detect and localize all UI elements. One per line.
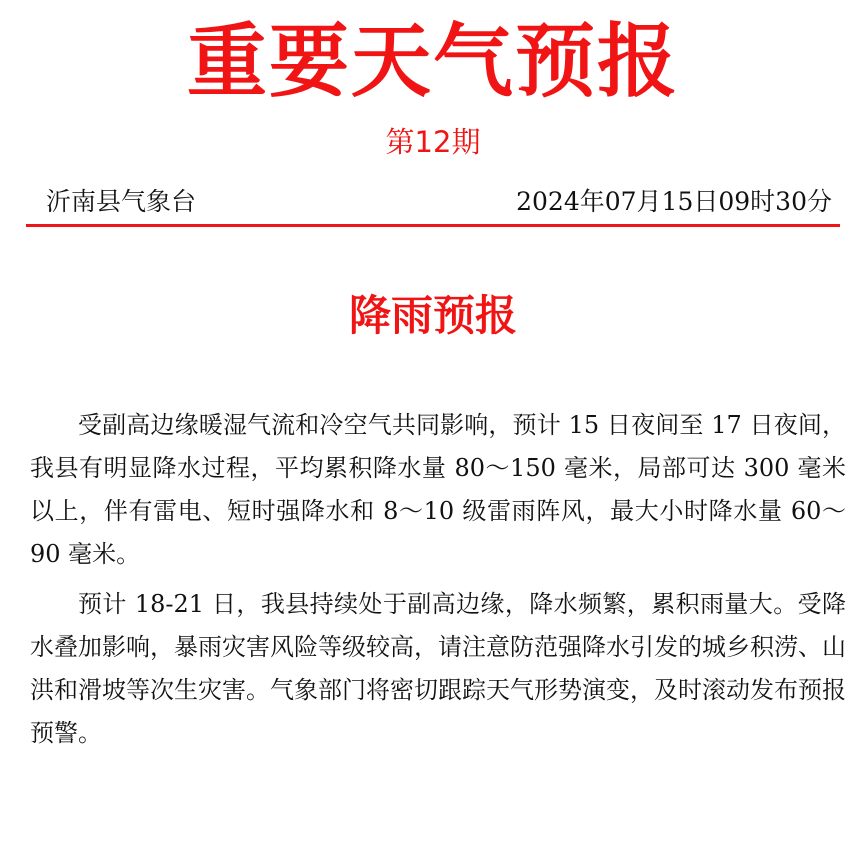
issue-number: 第12期 bbox=[385, 125, 481, 159]
issuing-office: 沂南县气象台 bbox=[46, 187, 197, 216]
header-divider bbox=[26, 224, 840, 227]
issue-datetime: 2024年07月15日09时30分 bbox=[516, 187, 832, 216]
bulletin-title: 重要天气预报 bbox=[187, 15, 679, 108]
forecast-body bbox=[30, 404, 846, 762]
forecast-paragraph-2: 预计 18-21 日，我县持续处于副高边缘，降水频繁，累积雨量大。受降水叠加影响，暴雨灾害风险等级较高，请注意防范强降水引发的城乡积涝、山洪和滑坡等次生灾害。气象部门将密切跟踪天气形势演变，及时滚动发布预报预警。 bbox=[30, 590, 846, 747]
forecast-heading: 降雨预报 bbox=[348, 291, 517, 340]
bulletin-meta bbox=[26, 182, 840, 222]
forecast-paragraph-1: 受副高边缘暖湿气流和冷空气共同影响，预计 15 日夜间至 17 日夜间，我县有明显降水过程，平均累积降水量 80～150 毫米，局部可达 300 毫米以上，伴有雷电、短时强降水和 8～10 级雷雨阵风，最大小时降水量 60～90 毫米。 bbox=[30, 411, 846, 568]
